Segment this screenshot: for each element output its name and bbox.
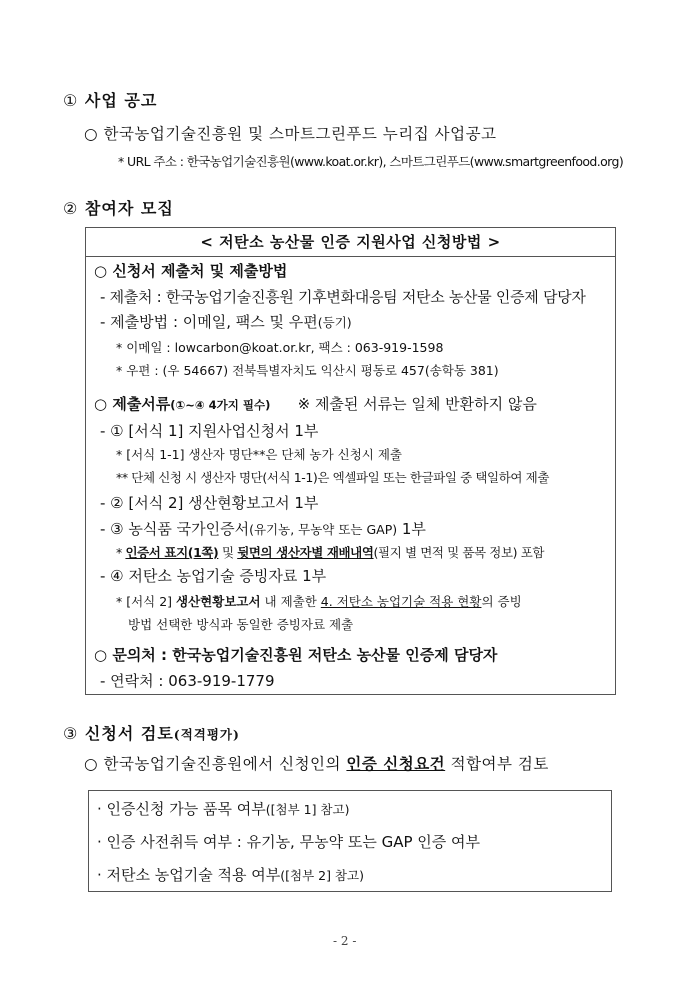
review-criteria-box	[88, 790, 612, 892]
postal-line: * 우편 : (우 54667) 전북특별자치도 익산시 평동로 457(송학동 381)	[116, 363, 499, 378]
circle-bullet-icon: ○	[94, 395, 108, 413]
circle-bullet-icon: ○	[94, 646, 108, 664]
criteria-item-1: · 인증신청 가능 품목 여부([첨부 1] 참고)	[97, 800, 350, 818]
announcement-text: 한국농업기술진흥원 및 스마트그린푸드 누리집 사업공고	[103, 125, 497, 143]
doc-item-4-note-line2: 방법 선택한 방식과 동일한 증빙자료 제출	[128, 617, 354, 632]
application-method-box	[85, 227, 616, 695]
contact-phone: - 연락처 : 063-919-1779	[100, 672, 275, 690]
section-2-heading	[63, 196, 174, 219]
submit-heading: ○ 신청서 제출처 및 제출방법	[94, 262, 288, 280]
no-return-notice: ※ 제출된 서류는 일체 반환하지 않음	[297, 395, 537, 413]
contact-heading: ○ 문의처 : 한국농업기술진흥원 저탄소 농산물 인증제 담당자	[94, 646, 498, 664]
section-number: ②	[63, 199, 79, 218]
doc-item-2: - ② [서식 2] 생산현황보고서 1부	[100, 494, 319, 512]
box-title: < 저탄소 농산물 인증 지원사업 신청방법 >	[86, 228, 615, 257]
page-number: - 2 -	[333, 934, 357, 948]
circle-bullet-icon: ○	[84, 755, 99, 773]
email-fax-line: * 이메일 : lowcarbon@koat.or.kr, 팩스 : 063-919-1598	[116, 340, 444, 355]
section-number: ③	[63, 724, 79, 743]
doc-item-1: - ① [서식 1] 지원사업신청서 1부	[100, 422, 319, 440]
section-number: ①	[63, 91, 79, 110]
doc-item-3: - ③ 농식품 국가인증서(유기농, 무농약 또는 GAP) 1부	[100, 520, 426, 538]
criteria-item-2: · 인증 사전취득 여부 : 유기농, 무농약 또는 GAP 인증 여부	[97, 833, 481, 851]
submit-method: - 제출방법 : 이메일, 팩스 및 우편(등기)	[100, 313, 352, 331]
section-1-line	[84, 122, 497, 144]
criteria-item-3: · 저탄소 농업기술 적용 여부([첨부 2] 참고)	[97, 866, 364, 884]
circle-bullet-icon: ○	[94, 262, 108, 280]
doc-item-3-note: * 인증서 표지(1쪽) 및 뒷면의 생산자별 재배내역(필지 별 면적 및 품목 정보) 포함	[116, 545, 545, 560]
url-note: * URL 주소 : 한국농업기술진흥원(www.koat.or.kr), 스마트그린푸드(www.smartgreenfood.org)	[118, 154, 624, 169]
section-title: 참여자 모집	[84, 199, 174, 218]
doc-item-4: - ④ 저탄소 농업기술 증빙자료 1부	[100, 567, 327, 585]
section-3-line: ○ 한국농업기술진흥원에서 신청인의 인증 신청요건 적합여부 검토	[84, 754, 549, 773]
section-3-heading: ③ 신청서 검토(적격평가)	[63, 724, 240, 743]
submit-place: - 제출처 : 한국농업기술진흥원 기후변화대응팀 저탄소 농산물 인증제 담당자	[100, 288, 586, 306]
doc-item-1-note-1: * [서식 1-1] 생산자 명단**은 단체 농가 신청시 제출	[116, 447, 402, 462]
doc-item-1-note-2: ** 단체 신청 시 생산자 명단(서식 1-1)은 엑셀파일 또는 한글파일 중 택일하여 제출	[116, 470, 550, 485]
section-title: 신청서 검토	[84, 724, 174, 743]
circle-bullet-icon: ○	[84, 125, 99, 143]
doc-item-4-note: * [서식 2] 생산현황보고서 내 제출한 4. 저탄소 농업기술 적용 현황의 증빙	[116, 594, 522, 609]
docs-heading: ○ 제출서류(①~④ 4가지 필수) ※ 제출된 서류는 일체 반환하지 않음	[94, 395, 537, 413]
section-1-heading	[63, 88, 157, 111]
section-title: 사업 공고	[84, 91, 158, 110]
